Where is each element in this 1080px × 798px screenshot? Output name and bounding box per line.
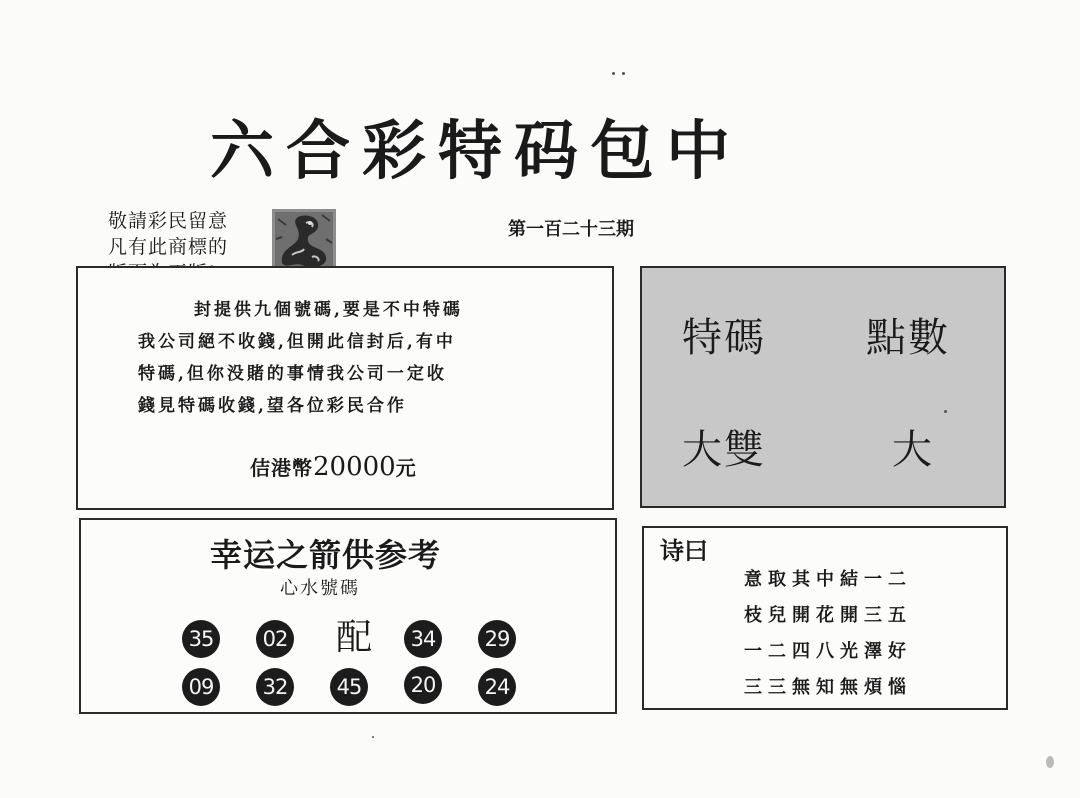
scan-speck [1046,756,1054,768]
deposit-amount [250,450,417,484]
poem-heading: 诗曰 [660,537,708,565]
notice-line: 敬請彩民留意 [108,210,229,232]
deposit-value: 20000 [313,452,396,482]
number-ball: 24 [478,668,516,706]
notice-line: 凡有此商標的 [108,236,229,258]
poem-text [744,562,912,706]
number-ball: 09 [182,668,220,706]
number-ball: 35 [182,620,220,658]
lucky-subtitle: 心水號碼 [280,578,360,599]
scan-speck [372,736,374,738]
scan-speck [944,410,947,413]
number-ball: 34 [404,620,442,658]
number-ball: 20 [404,666,442,704]
poem-line: 一二四八光澤好 [744,641,912,662]
points-label: 點數 [866,315,950,361]
special-code-value: 大雙 [682,427,766,473]
number-ball: 45 [330,668,368,706]
special-code-label: 特碼 [682,315,766,361]
number-ball: 02 [256,620,294,658]
page-title: 六合彩特码包中 [210,115,742,189]
pair-label: 配 [336,617,373,658]
deposit-label: 佶港幣 [250,456,313,480]
number-ball: 29 [478,620,516,658]
number-ball: 32 [256,668,294,706]
points-value: 大 [892,427,934,473]
guarantee-line: 我公司絕不收錢,但開此信封后,有中 [138,332,456,352]
poem-line: 意取其中結一二 [744,569,912,590]
scan-speck [622,72,625,75]
deposit-unit: 元 [395,456,417,480]
scan-speck [612,72,615,75]
issue-number: 第一百二十三期 [508,219,634,240]
guarantee-text [138,294,598,422]
poem-line: 三三無知無煩惱 [744,677,912,698]
poem-line: 枝兒開花開三五 [744,605,912,626]
guarantee-line: 錢見特碼收錢,望各位彩民合作 [138,396,407,416]
lucky-title: 幸运之箭供参考 [210,536,442,574]
guarantee-line: 封提供九個號碼,要是不中特碼 [194,300,463,320]
guarantee-line: 特碼,但你没賭的事情我公司一定收 [138,364,447,384]
